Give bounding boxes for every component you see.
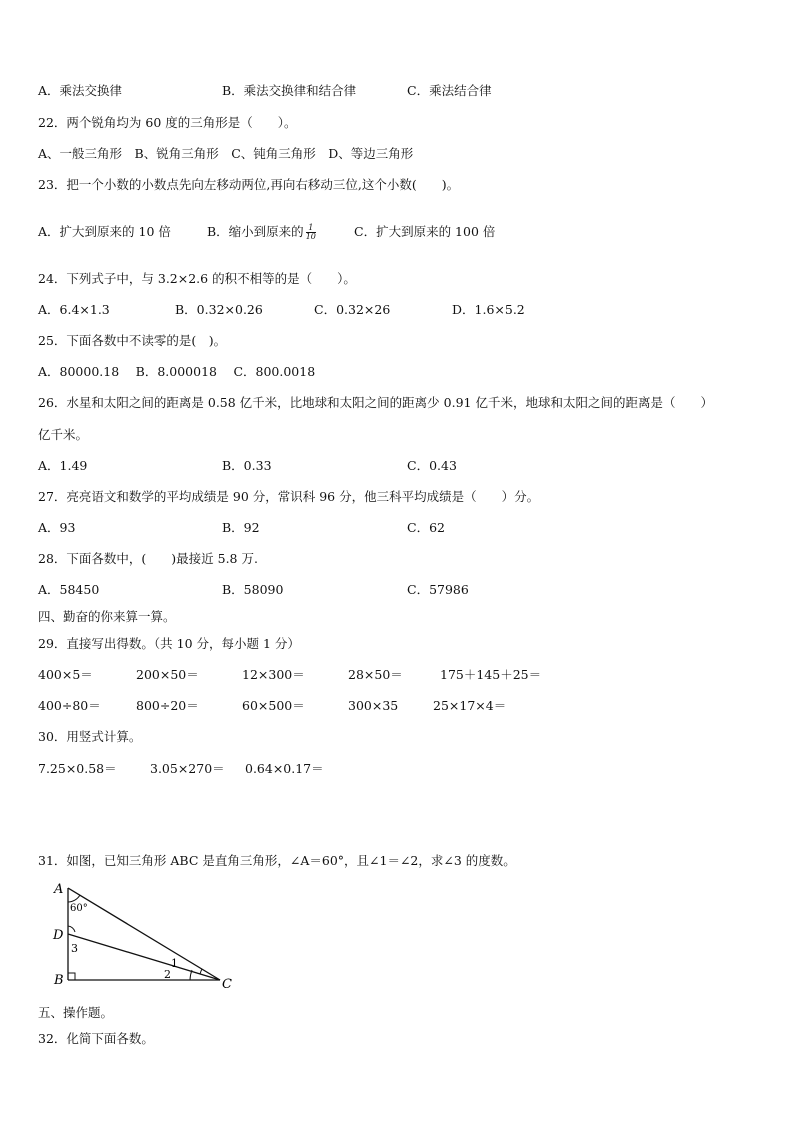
q27-option-b: B．92 [222, 520, 260, 535]
q24-option-d: D．1.6×5.2 [452, 302, 525, 317]
q27-option-c: C．62 [407, 520, 445, 535]
q29-item: 175＋145＋25＝ [440, 667, 542, 682]
q24-stem: 24．下列式子中，与 3.2×2.6 的积不相等的是（ ）。 [38, 271, 356, 286]
q28-option-c: C．57986 [407, 582, 469, 597]
q28-option-b: B．58090 [222, 582, 284, 597]
q24-option-b: B．0.32×0.26 [175, 302, 263, 317]
q26-option-c: C．0.43 [407, 458, 457, 473]
angle-d-arc [68, 926, 75, 932]
angle-a-arc [68, 895, 80, 902]
vertex-b-label: B [54, 973, 64, 988]
q23-option-b-fraction [306, 224, 316, 241]
vertex-a-label: A [54, 882, 64, 897]
q27-stem: 27．亮亮语文和数学的平均成绩是 90 分，常识科 96 分，他三科平均成绩是（ ）分。 [38, 489, 540, 504]
angle-a-label: 60° [70, 903, 88, 914]
q26-stem-continued: 亿千米。 [38, 427, 89, 442]
q28-option-a: A．58450 [38, 582, 100, 597]
fraction-numerator: 1 [306, 224, 316, 233]
angle-1-arc [200, 969, 202, 974]
q29-item: 800÷20＝ [136, 698, 199, 713]
section-5-heading: 五、操作题。 [38, 1005, 114, 1020]
q26-option-a: A．1.49 [38, 458, 88, 473]
section-4-heading: 四、勤奋的你来算一算。 [38, 609, 176, 624]
q30-item: 0.64×0.17＝ [245, 761, 324, 776]
angle-1-label: 1 [171, 957, 178, 970]
q21-option-b: B．乘法交换律和结合律 [222, 83, 357, 98]
q21-option-a: A．乘法交换律 [38, 83, 123, 98]
q25-stem: 25．下面各数中不读零的是( )。 [38, 333, 227, 348]
q24-option-c: C．0.32×26 [314, 302, 391, 317]
q30-item: 7.25×0.58＝ [38, 761, 117, 776]
q23-option-b-text: B．缩小到原来的 [207, 224, 304, 239]
q29-item: 400÷80＝ [38, 698, 101, 713]
angle-3-label: 3 [71, 942, 78, 955]
q25-options: A．80000.18 B．8.000018 C．800.0018 [38, 364, 316, 379]
side-ac [68, 888, 220, 980]
q23-stem: 23．把一个小数的小数点先向左移动两位,再向右移动三位,这个小数( )。 [38, 177, 460, 192]
q29-item: 300×35 [348, 698, 399, 713]
q32-stem: 32．化简下面各数。 [38, 1031, 154, 1046]
q30-item: 3.05×270＝ [150, 761, 225, 776]
q23-option-b [207, 224, 318, 241]
q29-item: 12×300＝ [242, 667, 305, 682]
q24-option-a: A．6.4×1.3 [38, 302, 110, 317]
fraction-denominator: 10 [305, 232, 316, 241]
q21-option-c: C．乘法结合律 [407, 83, 492, 98]
q29-item: 400×5＝ [38, 667, 93, 682]
q31-triangle-figure [50, 876, 240, 996]
q29-item: 60×500＝ [242, 698, 305, 713]
q26-option-b: B．0.33 [222, 458, 272, 473]
q28-stem: 28．下面各数中，( )最接近 5.8 万. [38, 551, 258, 566]
segment-dc [68, 934, 220, 980]
q29-stem: 29．直接写出得数。（共 10 分，每小题 1 分） [38, 636, 300, 651]
q26-stem: 26．水星和太阳之间的距离是 0.58 亿千米，比地球和太阳之间的距离少 0.91 亿千米，地球和太阳之间的距离是（ ） [38, 395, 713, 410]
vertex-c-label: C [222, 977, 232, 992]
q23-option-c: C．扩大到原来的 100 倍 [354, 224, 496, 239]
vertex-d-label: D [53, 928, 64, 943]
q23-option-a: A．扩大到原来的 10 倍 [38, 224, 171, 239]
q29-item: 200×50＝ [136, 667, 199, 682]
q29-item: 28×50＝ [348, 667, 403, 682]
right-angle-mark [68, 973, 75, 980]
angle-2-label: 2 [164, 968, 171, 981]
q30-stem: 30．用竖式计算。 [38, 729, 142, 744]
q27-option-a: A．93 [38, 520, 76, 535]
q31-stem: 31．如图，已知三角形 ABC 是直角三角形，∠A＝60°，且∠1＝∠2，求∠3 的度数。 [38, 853, 516, 868]
q22-stem: 22．两个锐角均为 60 度的三角形是（ ）。 [38, 115, 297, 130]
q29-item: 25×17×4＝ [433, 698, 507, 713]
q22-options: A、一般三角形 B、锐角三角形 C、钝角三角形 D、等边三角形 [38, 146, 414, 161]
